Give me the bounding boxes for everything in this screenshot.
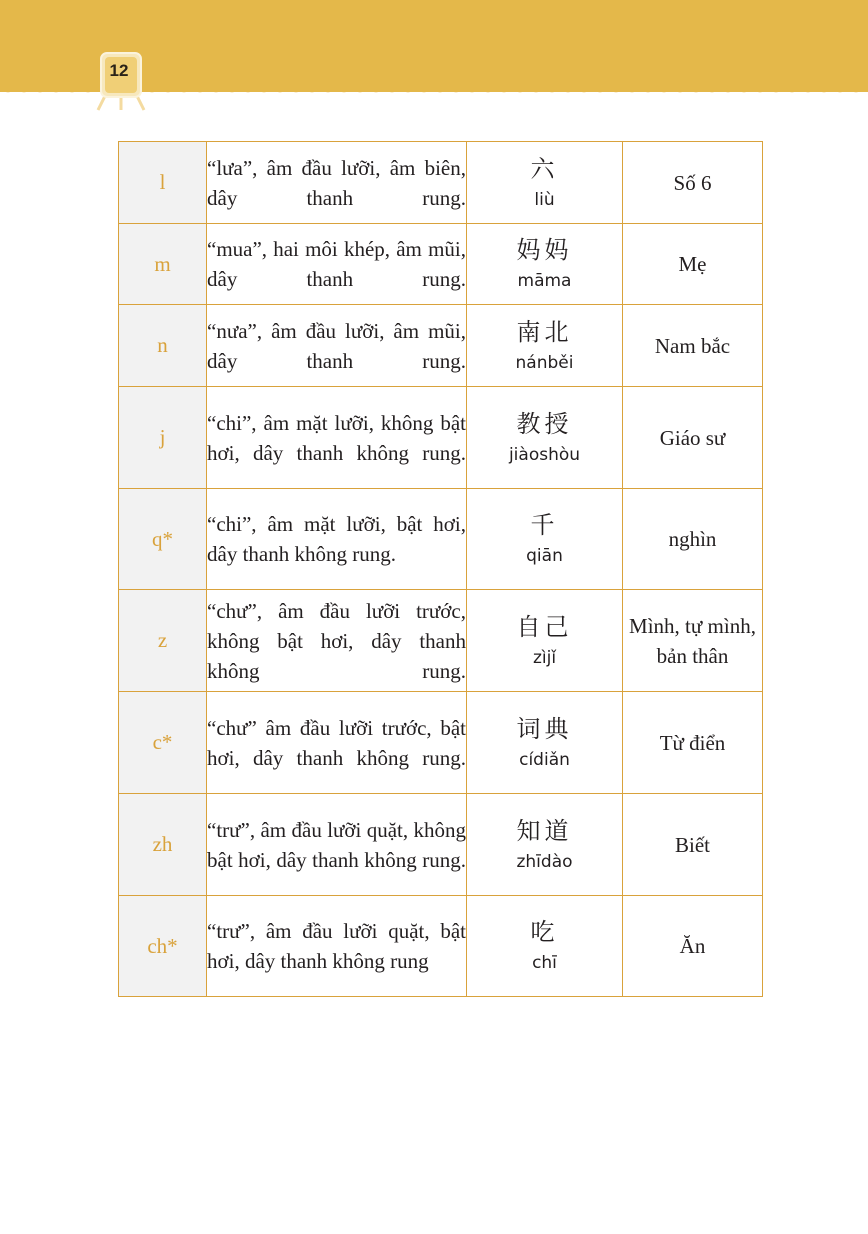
description-cell: “trư”, âm đầu lưỡi quặt, không bật hơi, dây thanh không rung.	[207, 794, 467, 896]
hanzi-text: 吃	[530, 918, 559, 946]
pinyin-text: qiān	[526, 546, 563, 566]
example-word-cell	[467, 387, 623, 489]
table-row	[119, 387, 763, 489]
hanzi-text: 知道	[516, 816, 573, 845]
description-cell: “lưa”, âm đầu lưỡi, âm biên, dây thanh rung.	[207, 142, 467, 224]
example-word-cell	[467, 305, 623, 387]
meaning-cell: Giáo sư	[623, 387, 763, 489]
pinyin-text: liù	[534, 189, 555, 210]
example-word-cell	[467, 794, 623, 896]
hanzi-text: 自己	[516, 612, 573, 641]
table-row	[119, 224, 763, 305]
table-row	[119, 142, 763, 224]
example-word-cell	[467, 142, 623, 224]
hanzi-text: 千	[530, 511, 559, 539]
hanzi-text: 教授	[516, 409, 573, 438]
hanzi-text: 妈妈	[516, 236, 573, 264]
description-cell: “chi”, âm mặt lưỡi, bật hơi, dây thanh không rung.	[207, 489, 467, 590]
hanzi-text: 词典	[516, 714, 573, 743]
initial-cell: j	[119, 387, 207, 489]
meaning-cell: Mình, tự mình, bản thân	[623, 590, 763, 692]
example-word-cell	[467, 224, 623, 305]
meaning-cell: Biết	[623, 794, 763, 896]
meaning-cell: nghìn	[623, 489, 763, 590]
meaning-cell: Mẹ	[623, 224, 763, 305]
table-row	[119, 794, 763, 896]
table-row	[119, 896, 763, 997]
description-cell: “nưa”, âm đầu lưỡi, âm mũi, dây thanh rung.	[207, 305, 467, 387]
description-cell: “trư”, âm đầu lưỡi quặt, bật hơi, dây thanh không rung	[207, 896, 467, 997]
example-word-cell	[467, 590, 623, 692]
hanzi-text: 六	[530, 154, 559, 183]
meaning-cell: Số 6	[623, 142, 763, 224]
initial-cell: n	[119, 305, 207, 387]
initial-cell: c*	[119, 692, 207, 794]
meaning-cell: Nam bắc	[623, 305, 763, 387]
initial-cell: z	[119, 590, 207, 692]
initial-cell: q*	[119, 489, 207, 590]
pinyin-text: chī	[532, 953, 557, 973]
meaning-cell: Từ điển	[623, 692, 763, 794]
table-row	[119, 590, 763, 692]
hanzi-text: 南北	[516, 317, 573, 346]
table-row	[119, 692, 763, 794]
page-number: 12	[109, 61, 129, 80]
initial-cell: zh	[119, 794, 207, 896]
example-word-cell	[467, 896, 623, 997]
meaning-cell: Ăn	[623, 896, 763, 997]
description-cell: “chi”, âm mặt lưỡi, không bật hơi, dây thanh không rung.	[207, 387, 467, 489]
example-word-cell	[467, 692, 623, 794]
description-cell: “mua”, hai môi khép, âm mũi, dây thanh rung.	[207, 224, 467, 305]
pinyin-text: jiàoshòu	[508, 444, 581, 465]
initial-cell: ch*	[119, 896, 207, 997]
pinyin-initials-table	[118, 141, 763, 997]
pinyin-text: māma	[517, 271, 572, 291]
pinyin-text: nánběi	[515, 352, 574, 373]
example-word-cell	[467, 489, 623, 590]
initial-cell: m	[119, 224, 207, 305]
pinyin-text: zhīdào	[516, 851, 573, 872]
pinyin-text: zìjǐ	[532, 647, 557, 668]
pinyin-text: cídiǎn	[519, 749, 570, 770]
description-cell: “chư” âm đầu lưỡi trước, bật hơi, dây thanh không rung.	[207, 692, 467, 794]
initial-cell: l	[119, 142, 207, 224]
description-cell: “chư”, âm đầu lưỡi trước, không bật hơi, dây thanh không rung.	[207, 590, 467, 692]
table-row	[119, 489, 763, 590]
table-row	[119, 305, 763, 387]
